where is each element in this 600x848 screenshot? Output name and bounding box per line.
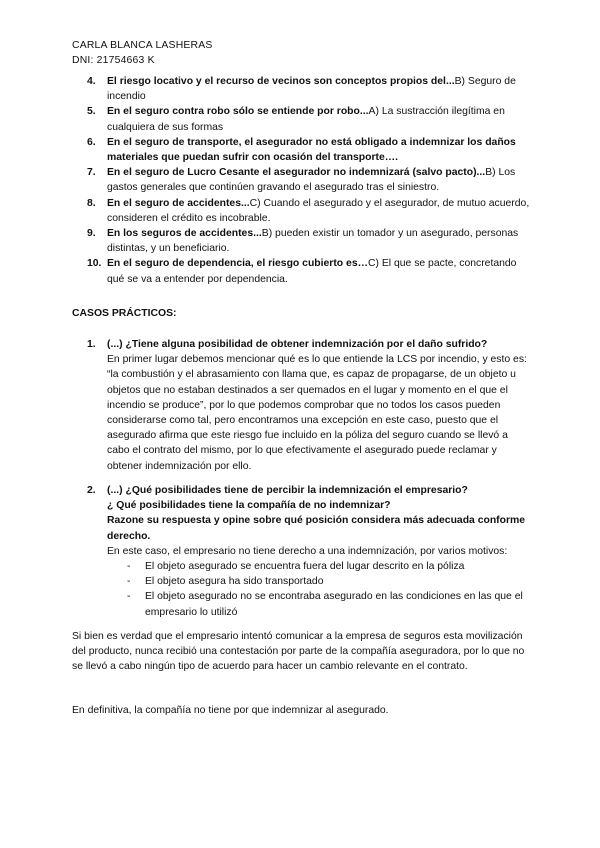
question-item bbox=[87, 165, 532, 195]
question-number: 9. bbox=[87, 228, 96, 240]
dash-bullet: - bbox=[127, 561, 131, 573]
section-title-casos-practicos: CASOS PRÁCTICOS: bbox=[72, 308, 177, 319]
question-text: En el seguro de transporte, el asegurador no está obligado a indemnizar los daños materiales que puedan sufrir con ocasión del transporte…. bbox=[107, 136, 516, 164]
list-item bbox=[127, 559, 532, 574]
question-item bbox=[87, 104, 532, 134]
case-question: (...) ¿Tiene alguna posibilidad de obtener indemnización por el daño sufrido? bbox=[107, 339, 488, 350]
question-item bbox=[87, 135, 532, 165]
question-answer: A) La sustracción ilegítima en cualquiera de sus formas bbox=[107, 106, 505, 133]
question-item bbox=[87, 256, 532, 286]
question-text: En el seguro de dependencia, el riesgo cubierto es… bbox=[107, 258, 368, 270]
question-answer: B) Seguro de incendio bbox=[107, 76, 516, 103]
case-answer-intro: En este caso, el empresario no tiene derecho a una indemnización, por varios motivos: bbox=[107, 545, 508, 557]
question-item bbox=[87, 226, 532, 256]
question-answer: C) El que se pacte, concretando qué se va a entender por dependencia. bbox=[107, 258, 517, 285]
question-text: En el seguro contra robo sólo se entiende por robo... bbox=[107, 106, 369, 118]
question-answer: B) pueden existir un tomador y un asegurado, personas distintas, y un beneficiario. bbox=[107, 228, 519, 255]
question-number: 5. bbox=[87, 106, 96, 118]
conclusion-paragraph: Si bien es verdad que el empresario intentó comunicar a la empresa de seguros esta movilización del producto, nunca recibió una contestación por parte de la compañía aseguradora, por lo que no se llevó a cabo ningún tipo de acuerdo para hacer un cambio relevante en el contrato. bbox=[72, 631, 525, 673]
case-number: 1. bbox=[87, 339, 96, 350]
list-item-text: El objeto asegura ha sido transportado bbox=[145, 576, 324, 588]
case-2 bbox=[87, 483, 532, 620]
student-header bbox=[72, 38, 213, 68]
question-answer: C) Cuando el asegurado y el asegurador, de mutuo acuerdo, consideren el crédito es incobrable. bbox=[107, 197, 530, 224]
list-item-text: El objeto asegurado no se encontraba asegurado en las condiciones en las que el empresario lo utilizó bbox=[145, 591, 523, 618]
list-item bbox=[127, 589, 532, 619]
list-item bbox=[127, 574, 532, 589]
list-item-text: El objeto asegurado se encuentra fuera del lugar descrito en la póliza bbox=[145, 561, 465, 573]
final-paragraph: En definitiva, la compañía no tiene por que indemnizar al asegurado. bbox=[72, 705, 389, 716]
case-question-line: (...) ¿Qué posibilidades tiene de percibir la indemnización el empresario? bbox=[107, 485, 468, 496]
question-text: En los seguros de accidentes... bbox=[107, 228, 262, 240]
question-number: 6. bbox=[87, 136, 96, 148]
question-text: En el seguro de Lucro Cesante el asegurador no indemnizará (salvo pacto)... bbox=[107, 167, 486, 179]
question-item bbox=[87, 74, 532, 104]
case-question-line: Razone su respuesta y opine sobre qué posición considera más adecuada conforme derecho. bbox=[107, 515, 526, 542]
student-name: CARLA BLANCA LASHERAS bbox=[72, 40, 213, 51]
case-question-line: ¿ Qué posibilidades tiene la compañía de no indemnizar? bbox=[107, 500, 391, 512]
question-number: 4. bbox=[87, 76, 96, 87]
question-text: En el seguro de accidentes... bbox=[107, 197, 250, 209]
question-number: 7. bbox=[87, 167, 96, 179]
case-1 bbox=[87, 337, 532, 474]
question-answer: B) Los gastos generales que continúen gravando el asegurado tras el siniestro. bbox=[107, 167, 516, 194]
dash-bullet: - bbox=[127, 576, 131, 588]
motives-list bbox=[107, 559, 532, 620]
case-number: 2. bbox=[87, 485, 96, 496]
multiple-choice-list bbox=[87, 74, 532, 287]
student-dni: DNI: 21754663 K bbox=[72, 55, 155, 66]
case-answer: En primer lugar debemos mencionar qué es lo que entiende la LCS por incendio, y esto es: “la combustión y el abrasamiento con llama que, es capaz de propagarse, de un objeto u objetos que no estaban destinados a ser quemados en el lugar y momento en el que el incendio se produce”, por lo que podemos comprobar que no todos los casos pueden considerarse como tal, pero encontramos una excepción en este caso, puesto que el asegurado afirma que este riesgo fue incluido en la póliza del seguro cuando se llevó a cabo el contrato del mismo, por lo que efectivamente el asegurado puede reclamar y obtener indemnización por ello. bbox=[107, 354, 527, 472]
question-item bbox=[87, 196, 532, 226]
question-number: 10. bbox=[87, 258, 102, 270]
question-number: 8. bbox=[87, 197, 96, 209]
question-text: El riesgo locativo y el recurso de vecinos son conceptos propios del... bbox=[107, 76, 455, 87]
dash-bullet: - bbox=[127, 591, 131, 603]
